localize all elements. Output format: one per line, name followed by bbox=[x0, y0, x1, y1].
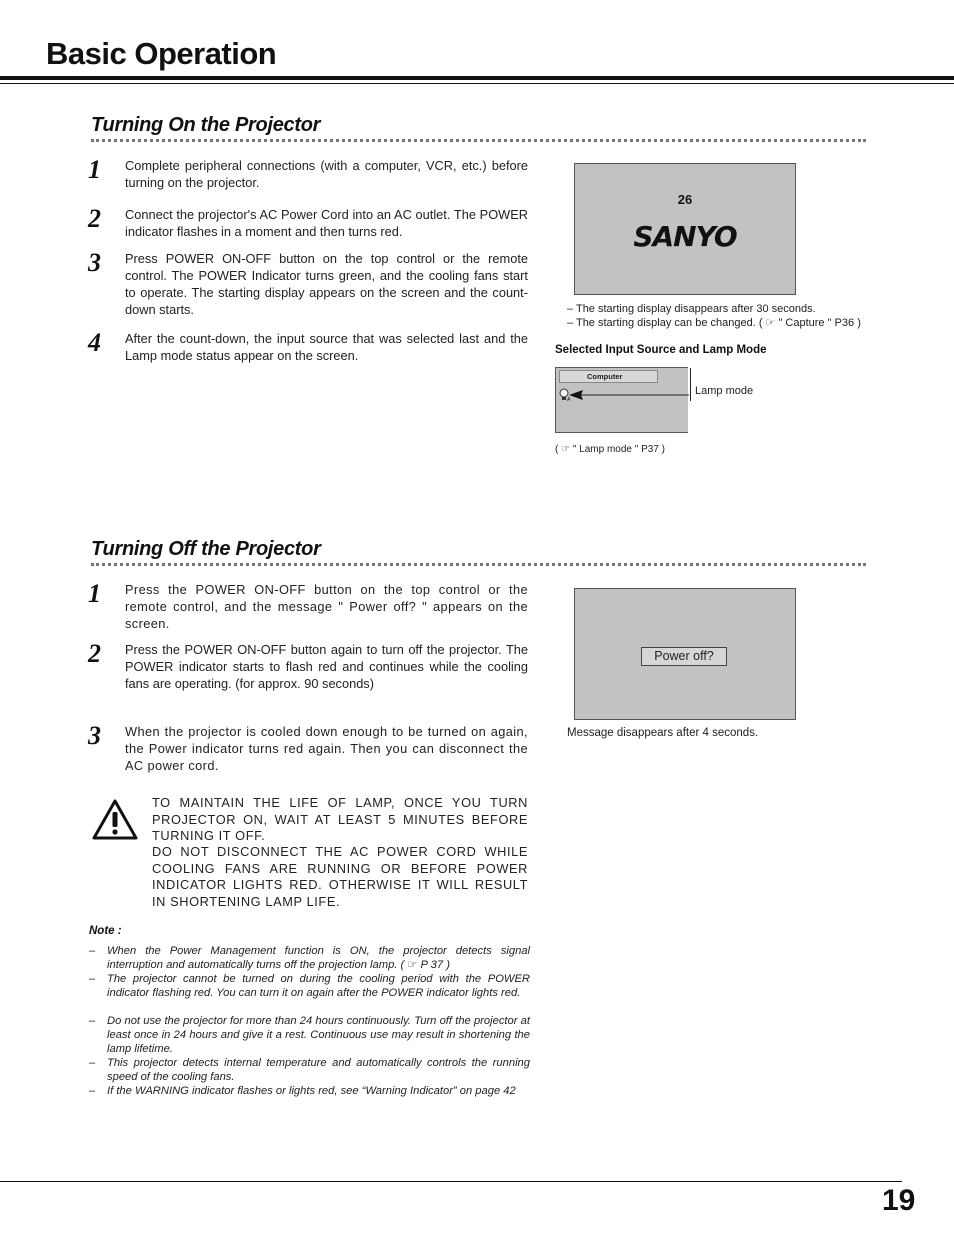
note-title: Note : bbox=[89, 925, 122, 937]
title-rule bbox=[0, 76, 954, 80]
starting-display-screen bbox=[574, 163, 796, 295]
note-item bbox=[89, 1084, 530, 1098]
step-number: 4 bbox=[88, 328, 101, 357]
pointer-bracket bbox=[690, 368, 691, 401]
step-text: Press the POWER ON-OFF button on the top control or the remote control, and the message " Power off? " appears on the screen. bbox=[125, 582, 528, 631]
svg-text:A: A bbox=[567, 397, 571, 402]
note-item-text: If the WARNING indicator flashes or lights red, see “Warning Indicator” on page 42 bbox=[107, 1085, 516, 1097]
note-dash: – bbox=[89, 1085, 96, 1097]
countdown-number: 26 bbox=[677, 192, 693, 207]
lamp-mode-pointer bbox=[569, 388, 691, 400]
step-text: Connect the projector's AC Power Cord into an AC outlet. The POWER indicator flashes in a moment and then turns red. bbox=[125, 207, 528, 239]
warning-text-lamp-life: TO MAINTAIN THE LIFE OF LAMP, ONCE YOU TURN PROJECTOR ON, WAIT AT LEAST 5 MINUTES BEFORE TURNING IT OFF. bbox=[152, 795, 528, 843]
step-text: When the projector is cooled down enough to be turned on again, the Power indicator turns red again. Then you can disconnect the AC power cord. bbox=[125, 724, 528, 773]
note-item bbox=[89, 972, 530, 1000]
input-source-heading: Selected Input Source and Lamp Mode bbox=[555, 344, 767, 356]
step-number: 2 bbox=[88, 204, 101, 233]
section-title-turning-off: Turning Off the Projector bbox=[91, 538, 321, 560]
page-title: Basic Operation bbox=[46, 36, 277, 71]
step-text: Complete peripheral connections (with a computer, VCR, etc.) before turning on the projector. bbox=[125, 158, 528, 190]
note-item-text: Do not use the projector for more than 24 hours continuously. Turn off the projector at least once in 24 hours and give it a rest. Continuous use may result in shortening the lamp lifetime. bbox=[107, 1015, 530, 1055]
power-off-message: Power off? bbox=[641, 647, 727, 666]
note-item-text: This projector detects internal temperature and automatically controls the running speed of the cooling fans. bbox=[107, 1057, 530, 1083]
step-number: 1 bbox=[88, 579, 101, 608]
note-dash: – bbox=[89, 1057, 96, 1069]
title-rule-thin bbox=[0, 83, 954, 84]
page-number: 19 bbox=[882, 1184, 916, 1217]
sanyo-logo: SANYO bbox=[633, 220, 737, 253]
note-item-text: When the Power Management function is ON, the projector detects signal interruption and automatically turns off the projection lamp. ( ☞ P 37 ) bbox=[107, 945, 530, 971]
step-text: Press POWER ON-OFF button on the top control or the remote control. The POWER Indicator turns green, and the cooling fans start to operate. The starting display appears on the screen and the count-down starts. bbox=[125, 251, 528, 317]
section-divider bbox=[91, 139, 866, 142]
lamp-mode-label: Lamp mode bbox=[695, 385, 754, 397]
source-label: Computer bbox=[587, 372, 623, 381]
warning-icon bbox=[92, 799, 138, 840]
note-dash: – bbox=[89, 945, 96, 957]
section-title-turning-on: Turning On the Projector bbox=[91, 114, 321, 136]
note-item-text: The projector cannot be turned on during the cooling period with the POWER indicator flashing red. You can turn it on again after the POWER indicator lights red. bbox=[107, 973, 530, 999]
note-dash: – bbox=[89, 973, 96, 985]
step-number: 3 bbox=[88, 248, 101, 277]
step-number: 1 bbox=[88, 155, 101, 184]
note-item bbox=[89, 1014, 530, 1056]
warning-text-power-cord: DO NOT DISCONNECT THE AC POWER CORD WHILE COOLING FANS ARE RUNNING OR BEFORE POWER INDICATOR LIGHTS RED. OTHERWISE IT WILL RESULT IN SHORTENING LAMP LIFE. bbox=[152, 844, 528, 909]
power-off-screen bbox=[574, 588, 796, 720]
power-off-caption: Message disappears after 4 seconds. bbox=[567, 727, 759, 739]
step-text: After the count-down, the input source that was selected last and the Lamp mode status appear on the screen. bbox=[125, 331, 528, 363]
step-text: Press the POWER ON-OFF button again to turn off the projector. The POWER indicator starts to flash red and continues while the cooling fans are operating. (for approx. 90 seconds) bbox=[125, 642, 528, 691]
note-item bbox=[89, 1056, 530, 1084]
footer-rule bbox=[0, 1181, 902, 1182]
step-number: 3 bbox=[88, 721, 101, 750]
note-item bbox=[89, 944, 530, 972]
starting-display-note: – The starting display disappears after 30 seconds. bbox=[567, 303, 816, 315]
step-number: 2 bbox=[88, 639, 101, 668]
lamp-mode-reference: ( ☞ " Lamp mode " P37 ) bbox=[555, 444, 665, 455]
input-source-screen bbox=[555, 367, 688, 433]
note-dash: – bbox=[89, 1015, 96, 1027]
starting-display-note: – The starting display can be changed. ( ☞ " Capture " P36 ) bbox=[567, 317, 861, 329]
section-divider bbox=[91, 563, 866, 566]
source-label-box bbox=[559, 370, 658, 383]
